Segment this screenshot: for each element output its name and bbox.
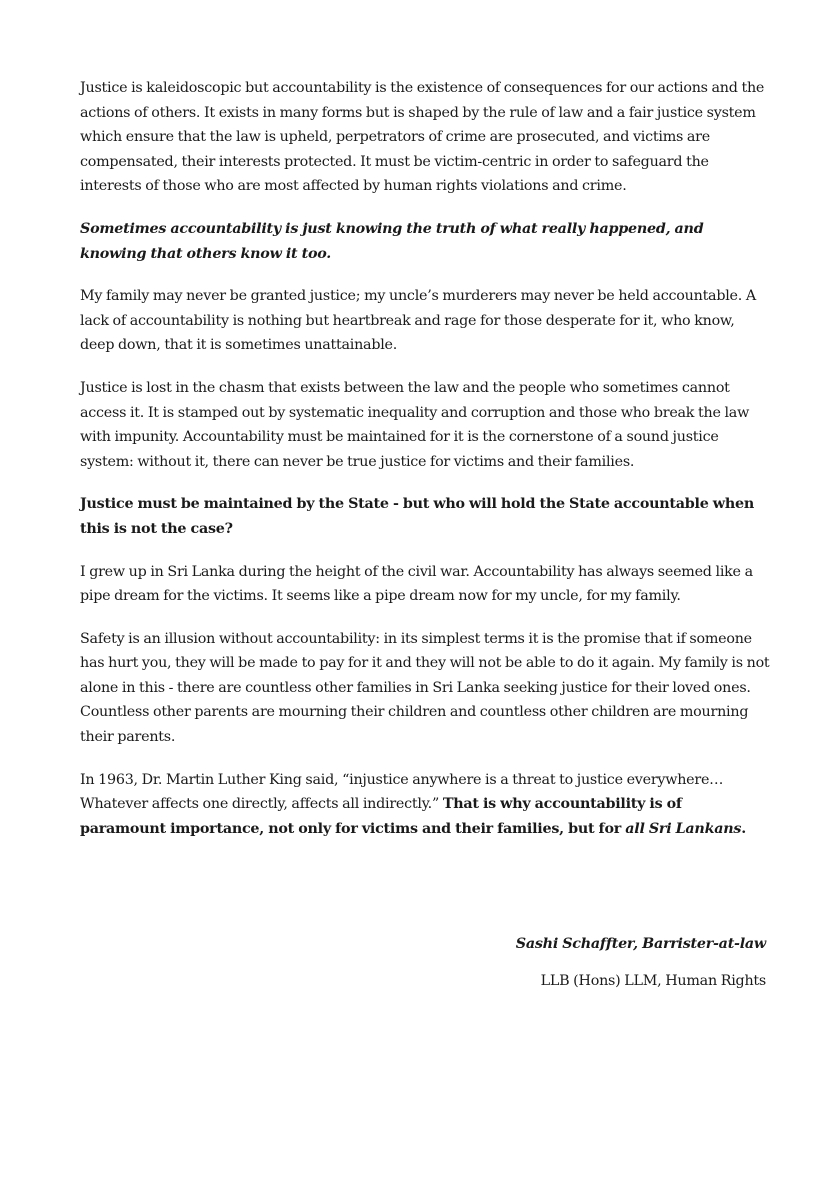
author-credentials: LLB (Hons) LLM, Human Rights: [540, 972, 766, 989]
mlk-quote-text: In 1963, Dr. Martin Luther King said, “injustice anywhere is a threat to justice everywhere… Whatever affects one directly, affects all indirectly.”: [80, 771, 724, 813]
paragraph-mlk-quote: [80, 768, 770, 842]
conclusion-bold-text: That is why accountability is of paramount importance, not only for victims and their families, but for: [80, 796, 682, 837]
paragraph-safety-illusion: Safety is an illusion without accountability: in its simplest terms it is the promise that if someone has hurt you, they will be made to pay for it and they will not be able to do it again. My family is not alone in this - there are countless other families in Sri Lanka seeking justice for their loved ones. Countless other parents are mourning their children and countless other children are mourning their parents.: [80, 630, 770, 746]
paragraph-justice-lost: Justice is lost in the chasm that exists between the law and the people who sometimes cannot access it. It is stamped out by systematic inequality and corruption and those who break the law with impunity. Accountability must be maintained for it is the cornerstone of a sound justice system: without it, there can never be true justice for victims and their families.: [80, 379, 750, 470]
paragraph-accountability-definition: Justice is kaleidoscopic but accountability is the existence of consequences for our actions and the actions of others. It exists in many forms but is shaped by the rule of law and a fair justice system which ensure that the law is upheld, perpetrators of crime are prosecuted, and victims are compensated, their interests protected. It must be victim-centric in order to safeguard the interests of those who are most affected by human rights violations and crime.: [80, 80, 765, 195]
paragraph-civil-war: I grew up in Sri Lanka during the height of the civil war. Accountability has always seemed like a pipe dream for the victims. It seems like a pipe dream now for my uncle, for my family.: [80, 563, 753, 605]
signature-block: [516, 932, 766, 1005]
paragraph-family-justice: My family may never be granted justice; my uncle’s murderers may never be held accountable. A lack of accountability is nothing but heartbreak and rage for those desperate for it, who know, deep down, that it is sometimes unattainable.: [80, 288, 756, 354]
paragraph-state-question: Justice must be maintained by the State - but who will hold the State accountable when this is not the case?: [80, 496, 754, 537]
author-name: Sashi Schaffter, Barrister-at-law: [515, 936, 766, 952]
paragraph-knowing-truth: Sometimes accountability is just knowing the truth of what really happened, and knowing that others know it too.: [80, 220, 704, 262]
letter-body: [80, 76, 770, 859]
conclusion-period: .: [741, 820, 746, 837]
conclusion-emphasis-text: all Sri Lankans: [625, 820, 742, 837]
